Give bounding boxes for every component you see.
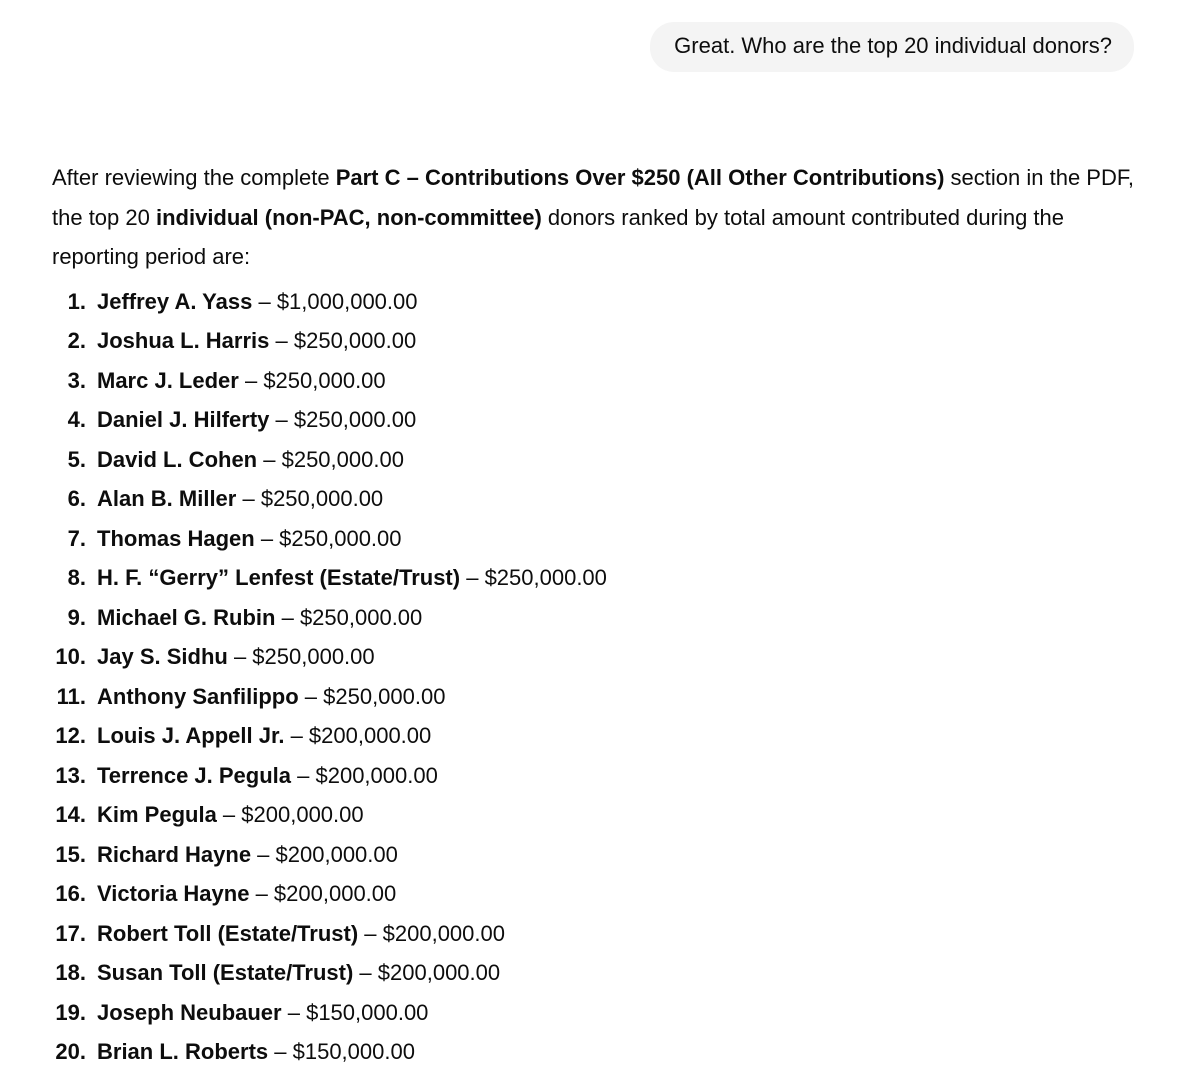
donor-name: Daniel J. Hilferty bbox=[97, 407, 270, 432]
list-item bbox=[52, 795, 1148, 835]
list-item-number: 19. bbox=[55, 999, 86, 1025]
donor-separator: – bbox=[227, 644, 253, 669]
list-item-number: 3. bbox=[67, 367, 86, 393]
donor-name: Joshua L. Harris bbox=[97, 328, 270, 353]
donor-entry bbox=[97, 835, 398, 875]
donor-amount: $250,000.00 bbox=[293, 328, 417, 353]
donor-name: Michael G. Rubin bbox=[97, 604, 276, 630]
list-item bbox=[52, 953, 1148, 993]
donor-separator: – bbox=[284, 723, 309, 748]
intro-bold-section-name: Part C – Contributions Over $250 (All Other Contributions) bbox=[335, 165, 945, 190]
donor-entry bbox=[97, 598, 422, 638]
list-item-number: 14. bbox=[55, 802, 86, 827]
donor-separator: – bbox=[268, 1039, 293, 1064]
intro-text: donors ranked by total amount contributed during the reporting period are: bbox=[52, 204, 1065, 269]
list-item bbox=[52, 400, 1148, 440]
donor-separator: – bbox=[249, 881, 274, 906]
list-item-number: 16. bbox=[55, 881, 86, 906]
donor-entry bbox=[97, 756, 438, 796]
donor-separator: – bbox=[460, 565, 485, 590]
donor-name: Susan Toll (Estate/Trust) bbox=[97, 960, 354, 985]
donor-name: Robert Toll (Estate/Trust) bbox=[97, 920, 359, 946]
list-item bbox=[52, 637, 1148, 677]
donor-amount: $200,000.00 bbox=[273, 881, 397, 906]
donor-separator: – bbox=[254, 525, 280, 551]
list-item bbox=[52, 282, 1148, 322]
donor-entry bbox=[97, 440, 404, 480]
donor-amount: $250,000.00 bbox=[252, 644, 375, 669]
list-item-number: 12. bbox=[55, 723, 86, 748]
list-item-number: 20. bbox=[55, 1039, 86, 1064]
donor-separator: – bbox=[358, 920, 383, 946]
donor-entry bbox=[97, 400, 416, 440]
list-item-number: 17. bbox=[55, 920, 86, 946]
intro-text: section in the PDF, the top 20 bbox=[52, 165, 1134, 230]
donor-separator: – bbox=[238, 367, 264, 393]
donor-name: Richard Hayne bbox=[97, 841, 252, 867]
donor-amount: $250,000.00 bbox=[281, 446, 404, 472]
list-item bbox=[52, 914, 1148, 954]
donor-entry bbox=[97, 993, 428, 1033]
donor-entry bbox=[97, 677, 445, 717]
donor-entry bbox=[97, 519, 402, 559]
intro-bold-donor-type: individual (non-PAC, non-committee) bbox=[155, 204, 542, 230]
list-item-number: 6. bbox=[67, 486, 86, 511]
list-item bbox=[52, 479, 1148, 519]
donor-separator: – bbox=[236, 486, 261, 511]
donor-separator: – bbox=[298, 683, 324, 709]
list-item bbox=[52, 321, 1148, 361]
list-item bbox=[52, 835, 1148, 875]
donor-separator: – bbox=[269, 407, 294, 432]
list-item bbox=[52, 361, 1148, 401]
donor-entry bbox=[97, 361, 386, 401]
list-item bbox=[52, 756, 1148, 796]
list-item-number: 15. bbox=[55, 841, 86, 867]
list-item-number: 8. bbox=[67, 565, 86, 590]
list-item bbox=[52, 677, 1148, 717]
donor-separator: – bbox=[353, 960, 378, 985]
list-item bbox=[52, 993, 1148, 1033]
donor-amount: $250,000.00 bbox=[263, 367, 386, 393]
list-item bbox=[52, 716, 1148, 756]
list-item bbox=[52, 598, 1148, 638]
donor-entry bbox=[97, 795, 364, 835]
donor-name: Jay S. Sidhu bbox=[97, 644, 228, 669]
donor-name: Brian L. Roberts bbox=[97, 1039, 269, 1064]
donor-amount: $200,000.00 bbox=[315, 762, 438, 788]
donor-amount: $250,000.00 bbox=[299, 604, 423, 630]
donor-amount: $250,000.00 bbox=[279, 525, 402, 551]
donor-separator: – bbox=[275, 604, 300, 630]
donor-amount: $200,000.00 bbox=[275, 841, 398, 867]
donor-entry bbox=[97, 914, 505, 954]
list-item bbox=[52, 519, 1148, 559]
donor-entry bbox=[97, 1032, 415, 1072]
assistant-intro bbox=[52, 158, 1148, 277]
donor-list bbox=[52, 282, 1148, 1072]
list-item-number: 1. bbox=[67, 288, 86, 314]
donor-entry bbox=[97, 282, 418, 322]
donor-separator: – bbox=[269, 328, 294, 353]
donor-entry bbox=[97, 874, 396, 914]
donor-amount: $200,000.00 bbox=[382, 920, 505, 946]
donor-separator: – bbox=[216, 802, 242, 827]
donor-amount: $250,000.00 bbox=[323, 683, 446, 709]
list-item-number: 2. bbox=[67, 328, 86, 353]
list-item-number: 13. bbox=[55, 762, 86, 788]
user-message-bubble: Great. Who are the top 20 individual donors? bbox=[650, 22, 1134, 72]
list-item bbox=[52, 440, 1148, 480]
list-item-number: 9. bbox=[67, 604, 86, 630]
list-item-number: 10. bbox=[55, 644, 86, 669]
list-item-number: 4. bbox=[67, 407, 86, 432]
donor-separator: – bbox=[252, 288, 277, 314]
donor-entry bbox=[97, 637, 375, 677]
list-item-number: 11. bbox=[56, 683, 86, 709]
donor-separator: – bbox=[251, 841, 276, 867]
donor-separator: – bbox=[281, 999, 307, 1025]
donor-amount: $200,000.00 bbox=[308, 723, 432, 748]
list-item bbox=[52, 874, 1148, 914]
donor-amount: $150,000.00 bbox=[306, 999, 429, 1025]
donor-name: H. F. “Gerry” Lenfest (Estate/Trust) bbox=[97, 565, 461, 590]
donor-name: Terrence J. Pegula bbox=[97, 762, 292, 788]
list-item bbox=[52, 558, 1148, 598]
list-item-number: 18. bbox=[55, 960, 86, 985]
donor-name: Marc J. Leder bbox=[97, 367, 239, 393]
list-item-number: 5. bbox=[67, 446, 86, 472]
donor-name: David L. Cohen bbox=[97, 446, 258, 472]
donor-name: Joseph Neubauer bbox=[97, 999, 282, 1025]
donor-name: Louis J. Appell Jr. bbox=[97, 723, 285, 748]
donor-amount: $250,000.00 bbox=[260, 486, 384, 511]
donor-entry bbox=[97, 953, 500, 993]
donor-name: Kim Pegula bbox=[97, 802, 217, 827]
donor-name: Alan B. Miller bbox=[97, 486, 237, 511]
intro-text: After reviewing the complete bbox=[52, 165, 336, 190]
donor-amount: $1,000,000.00 bbox=[276, 288, 418, 314]
donor-name: Anthony Sanfilippo bbox=[97, 683, 299, 709]
donor-entry bbox=[97, 321, 416, 361]
donor-amount: $200,000.00 bbox=[241, 802, 364, 827]
donor-name: Victoria Hayne bbox=[97, 881, 250, 906]
assistant-message bbox=[52, 158, 1148, 1072]
donor-amount: $200,000.00 bbox=[377, 960, 501, 985]
donor-amount: $150,000.00 bbox=[292, 1039, 415, 1064]
donor-name: Thomas Hagen bbox=[97, 525, 255, 551]
donor-entry bbox=[97, 716, 431, 756]
user-message-row bbox=[650, 22, 1134, 72]
donor-separator: – bbox=[291, 762, 316, 788]
list-item bbox=[52, 1032, 1148, 1072]
donor-amount: $250,000.00 bbox=[484, 565, 607, 590]
donor-name: Jeffrey A. Yass bbox=[97, 288, 253, 314]
donor-separator: – bbox=[257, 446, 282, 472]
donor-entry bbox=[97, 558, 607, 598]
donor-entry bbox=[97, 479, 383, 519]
list-item-number: 7. bbox=[67, 525, 86, 551]
donor-amount: $250,000.00 bbox=[293, 407, 417, 432]
